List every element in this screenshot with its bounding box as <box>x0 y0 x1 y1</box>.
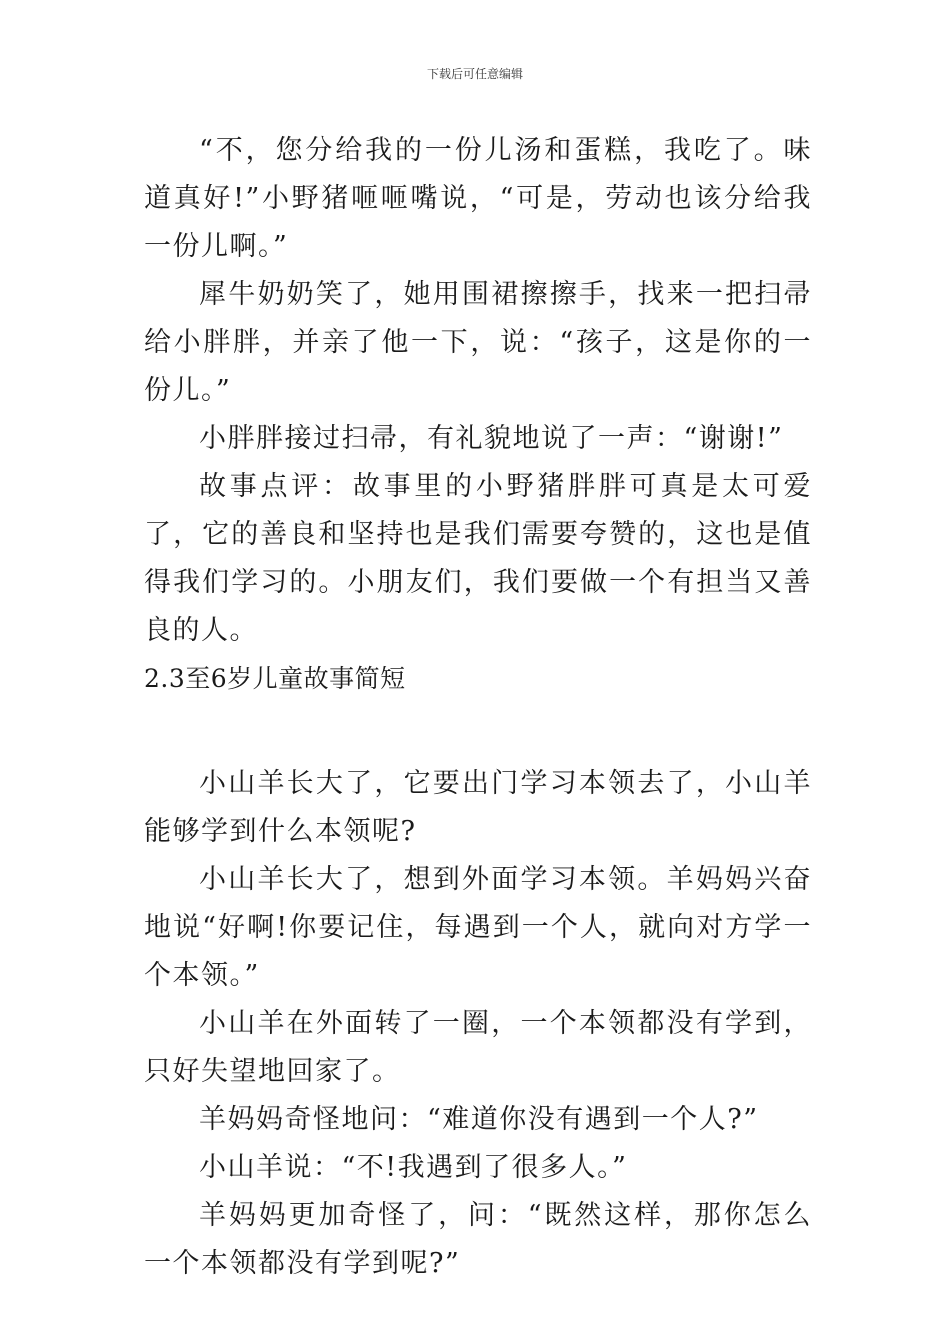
paragraph: 小山羊说：“不!我遇到了很多人。” <box>199 1152 628 1183</box>
paragraph: 小山羊长大了，想到外面学习本领。羊妈妈兴奋地说“好啊!你要记住，每遇到一个人，就向对方学一个本领。” <box>144 864 812 991</box>
paragraph: 故事点评：故事里的小野猪胖胖可真是太可爱了，它的善良和坚持也是我们需要夸赞的，这也是值得我们学习的。小朋友们，我们要做一个有担当又善良的人。 <box>144 471 812 646</box>
paragraph: 羊妈妈奇怪地问：“难道你没有遇到一个人?” <box>199 1104 759 1135</box>
paragraph: 犀牛奶奶笑了，她用围裙擦擦手，找来一把扫帚给小胖胖，并亲了他一下，说：“孩子，这是你的一份儿。” <box>144 279 812 406</box>
paragraph: “不，您分给我的一份儿汤和蛋糕，我吃了。味道真好!”小野猪咂咂嘴说，“可是，劳动也该分给我一份儿啊。” <box>144 135 812 262</box>
section-heading: 2.3至6岁儿童故事简短 <box>144 664 406 693</box>
section-spacer <box>144 703 812 760</box>
paragraph: 小山羊在外面转了一圈，一个本领都没有学到，只好失望地回家了。 <box>144 1008 812 1087</box>
document-body <box>144 127 812 1288</box>
paragraph: 羊妈妈更加奇怪了，问：“既然这样，那你怎么一个本领都没有学到呢?” <box>144 1200 812 1279</box>
paragraph: 小胖胖接过扫帚，有礼貌地说了一声：“谢谢!” <box>199 423 784 454</box>
paragraph: 小山羊长大了，它要出门学习本领去了，小山羊能够学到什么本领呢? <box>144 768 812 847</box>
page-header: 下载后可任意编辑 <box>426 67 523 81</box>
